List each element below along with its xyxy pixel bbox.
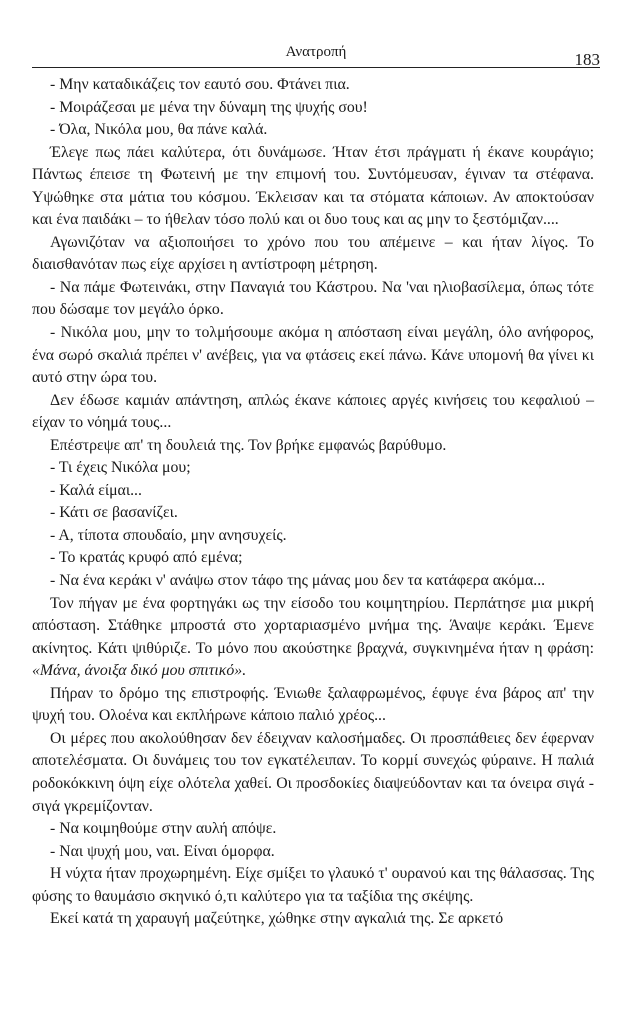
dialogue-line: - Να κοιμηθούμε στην αυλή απόψε. <box>50 820 277 838</box>
paragraph: Πήραν το δρόμο της επιστροφής. Ένιωθε ξαλαφρωμένος, έφυγε ένα βάρος απ' την ψυχή του. Ολοένα και εκπλήρωνε κάποιο παλιό χρέος... <box>32 684 594 725</box>
dialogue-line: - Το κρατάς κρυφό από εμένα; <box>50 549 243 567</box>
dialogue-line: - Όλα, Νικόλα μου, θα πάνε καλά. <box>50 121 268 139</box>
dialogue-line: - Μην καταδικάζεις τον εαυτό σου. Φτάνει πια. <box>50 76 350 93</box>
paragraph: Επέστρεψε απ' τη δουλειά της. Τον βρήκε εμφανώς βαρύθυμο. <box>50 436 447 454</box>
paragraph: Αγωνιζόταν να αξιοποιήσει το χρόνο που του απέμεινε – και ήταν λίγος. Το διαισθανόταν πως είχε αρχίσει η αντίστροφη μέτρηση. <box>32 233 594 274</box>
dialogue-line: - Τι έχεις Νικόλα μου; <box>50 459 191 477</box>
dialogue-line: - Νικόλα μου, μην το τολμήσουμε ακόμα η απόσταση είναι μεγάλη, όλο ανήφορος, ένα σωρό σκαλιά πρέπει ν' ανέβεις, για να φτάσεις εκεί πάνω. Κάνε υπομονή θα γίνει κι αυτό στην ώρα του. <box>32 324 594 387</box>
page-number: 183 <box>574 50 600 69</box>
dialogue-line: - Καλά είμαι... <box>50 481 142 499</box>
dialogue-line: - Α, τίποτα σπουδαίο, μην ανησυχείς. <box>50 526 287 544</box>
dialogue-line: - Ναι ψυχή μου, ναι. Είναι όμορφα. <box>50 842 275 860</box>
quoted-phrase: «Μάνα, άνοιξα δικό μου σπιτικό». <box>32 662 247 680</box>
paragraph: Οι μέρες που ακολούθησαν δεν έδειχναν καλοσήμαδες. Οι προσπάθειες δεν έφερναν αποτελέσματα. Οι δυνάμεις του τον εγκατέλειπαν. Το κορμί συνεχώς φύραινε. Η παλιά ροδοκόκκινη όψη είχε ολότελα χαθεί. Οι προσδοκίες διαψεύδονταν και τα όνειρα σιγά - σιγά γκρεμίζονταν. <box>32 729 594 815</box>
body-text <box>32 74 594 931</box>
page-header <box>32 44 600 69</box>
dialogue-line: - Μοιράζεσαι με μένα την δύναμη της ψυχής σου! <box>50 98 368 116</box>
paragraph: Δεν έδωσε καμιάν απάντηση, απλώς έκανε κάποιες αργές κινήσεις του κεφαλιού – είχαν το νόημά τους... <box>32 391 594 432</box>
paragraph-text: Τον πήγαν με ένα φορτηγάκι ως την είσοδο του κοιμητηρίου. Περπάτησε μια μικρή απόσταση. Στάθηκε μπροστά στο χορταριασμένο μνήμα της. Άναψε κεράκι. Έμενε ακίνητος. Κάτι ψιθύριζε. Το μόνο που ακούστηκε βραχνά, συγκινημένα ήταν η φράση: <box>32 594 594 657</box>
paragraph <box>32 593 594 683</box>
dialogue-line: - Να πάμε Φωτεινάκι, στην Παναγιά του Κάστρου. Να 'ναι ηλιοβασίλεμα, όπως τότε που δώσαμε τον μεγάλο όρκο. <box>32 278 594 319</box>
dialogue-line: - Να ένα κεράκι ν' ανάψω στον τάφο της μάνας μου δεν τα κατάφερα ακόμα... <box>50 572 546 590</box>
running-title: Ανατροπή <box>285 44 347 60</box>
paragraph: Εκεί κατά τη χαραυγή μαζεύτηκε, χώθηκε στην αγκαλιά της. Σε αρκετό <box>50 910 504 928</box>
paragraph: Η νύχτα ήταν προχωρημένη. Είχε σμίξει το γλαυκό τ' ουρανού και της θάλασσας. Της φύσης το θαυμάσιο σκηνικό ό,τι καλύτερο για τα ταξίδια της σκέψης. <box>32 865 594 905</box>
dialogue-line: - Κάτι σε βασανίζει. <box>50 504 178 522</box>
paragraph: Έλεγε πως πάει καλύτερα, ότι δυνάμωσε. Ήταν έτσι πράγματι ή έκανε κουράγιο; Πάντως έπεισε τη Φωτεινή με την επιμονή του. Συντόμευσαν, έγιναν τα στέφανα. Υψώθηκε στα μάτια του κόσμου. Έκλεισαν και τα στόματα κάποιων. Αν αποκτούσαν και ένα παιδάκι – το ήθελαν τόσο πολύ και οι δυο τους και ας μην το ξεστόμιζαν.... <box>32 143 594 229</box>
header-rule <box>32 67 600 68</box>
